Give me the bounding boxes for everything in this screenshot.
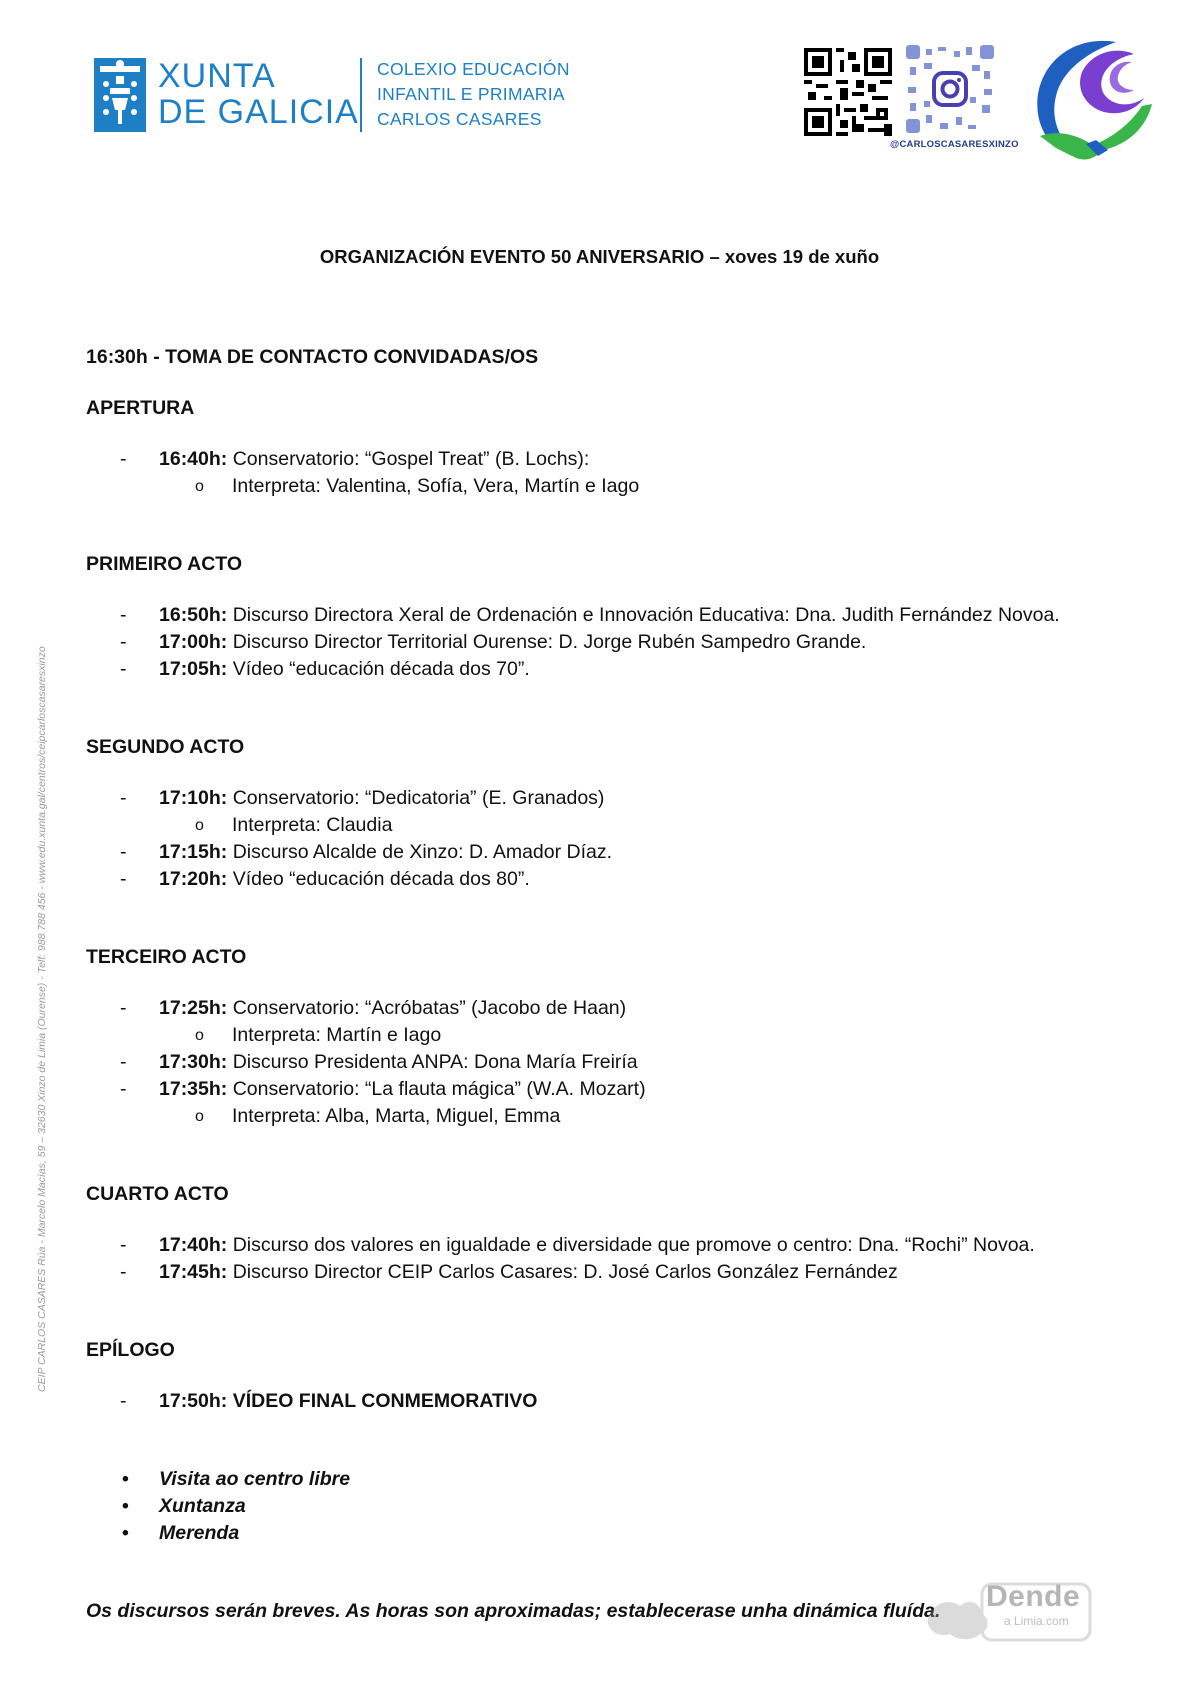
bullet-dot-icon: • [122, 1495, 129, 1517]
dash-marker: - [120, 841, 127, 863]
item-time: 17:15h: [159, 841, 228, 863]
item-text: Conservatorio: “La flauta mágica” (W.A. Mozart) [227, 1078, 646, 1100]
dash-marker: - [120, 448, 127, 470]
extra-text: Merenda [159, 1522, 240, 1544]
school-name [377, 57, 570, 132]
bullet-dot-icon: • [122, 1468, 129, 1490]
section-heading-cuarto: CUARTO ACTO [86, 1183, 229, 1205]
program-item [86, 995, 1146, 1022]
extra-item [86, 1466, 1146, 1493]
program-item [86, 602, 1146, 629]
subitem-text: Interpreta: Martín e Iago [232, 1024, 442, 1046]
circle-bullet-icon: o [195, 817, 204, 834]
program-subitem [86, 1022, 1146, 1049]
program-item [86, 1259, 1146, 1286]
dash-marker: - [120, 997, 127, 1019]
section-heading-segundo: SEGUNDO ACTO [86, 736, 245, 758]
xunta-wordmark [158, 58, 359, 130]
program-item [86, 785, 1146, 812]
instagram-handle[interactable]: @CARLOSCASARESXINZO [890, 139, 1019, 150]
item-text: Discurso Director Territorial Ourense: D. Jorge Rubén Sampedro Grande. [227, 631, 867, 653]
dash-marker: - [120, 1051, 127, 1073]
intro-line: 16:30h - TOMA DE CONTACTO CONVIDADAS/OS [86, 346, 539, 368]
item-text: Conservatorio: “Gospel Treat” (B. Lochs): [227, 448, 590, 470]
item-text: 17:50h: VÍDEO FINAL CONMEMORATIVO [159, 1390, 538, 1412]
circle-bullet-icon: o [195, 1108, 204, 1125]
item-time: 17:25h: [159, 997, 228, 1019]
dash-marker: - [120, 1234, 127, 1256]
item-time: 17:45h: [159, 1261, 228, 1283]
school-line-1: COLEXIO EDUCACIÓN [377, 59, 570, 79]
watermark-subtext: a Limia.com [1004, 1614, 1069, 1628]
program-item [86, 1232, 1146, 1259]
extra-item [86, 1493, 1146, 1520]
school-address-sidebar: CEIP CARLOS CASARES Rúa - Marcelo Macías, 59 – 32630 Xinzo de Limia (Ourense) - Telf: 988 788 456 - www.edu.xunta.gal/centros/ceipcarloscasaresxinzo [36, 646, 48, 1392]
item-time: 17:40h: [159, 1234, 228, 1256]
item-text: Conservatorio: “Acróbatas” (Jacobo de Haan) [227, 997, 627, 1019]
section-heading-epilogo: EPÍLOGO [86, 1339, 175, 1361]
watermark-text: Dende [986, 1580, 1081, 1613]
school-logo-icon [1026, 32, 1160, 170]
dash-marker: - [120, 868, 127, 890]
extra-text: Xuntanza [159, 1495, 246, 1517]
item-text: Discurso Presidenta ANPA: Dona María Freiría [227, 1051, 638, 1073]
item-time: 17:05h: [159, 658, 228, 680]
item-time: 16:50h: [159, 604, 228, 626]
item-time: 16:40h: [159, 448, 228, 470]
program-item [86, 656, 1146, 683]
program-item [86, 629, 1146, 656]
program-subitem [86, 1103, 1146, 1130]
document-title: ORGANIZACIÓN EVENTO 50 ANIVERSARIO – xoves 19 de xuño [319, 246, 880, 267]
item-text: Vídeo “educación década dos 80”. [227, 868, 530, 890]
program-item [86, 1049, 1146, 1076]
dash-marker: - [120, 1261, 127, 1283]
xunta-emblem-icon [94, 58, 146, 132]
dash-marker: - [120, 1390, 127, 1412]
item-text: Conservatorio: “Dedicatoria” (E. Granados) [227, 787, 605, 809]
section-heading-apertura: APERTURA [86, 397, 195, 419]
item-text: Discurso dos valores en igualdade e diversidade que promove o centro: Dna. “Rochi” Novoa. [227, 1234, 1035, 1256]
program-item [86, 866, 1146, 893]
section-heading-terceiro: TERCEIRO ACTO [86, 946, 247, 968]
subitem-text: Interpreta: Claudia [232, 814, 393, 836]
subitem-text: Interpreta: Valentina, Sofía, Vera, Martín e Iago [232, 475, 640, 497]
xunta-line-1: XUNTA [158, 57, 276, 95]
item-text: Discurso Director CEIP Carlos Casares: D. José Carlos González Fernández [227, 1261, 898, 1283]
extra-text: Visita ao centro libre [159, 1468, 351, 1490]
subitem-text: Interpreta: Alba, Marta, Miguel, Emma [232, 1105, 561, 1127]
footnote: Os discursos serán breves. As horas son aproximadas; establecerase unha dinámica fluída. [86, 1600, 941, 1622]
dash-marker: - [120, 604, 127, 626]
circle-bullet-icon: o [195, 1027, 204, 1044]
program-item [86, 839, 1146, 866]
header-divider [360, 58, 362, 132]
program-subitem [86, 812, 1146, 839]
item-time: 17:10h: [159, 787, 228, 809]
item-text: Discurso Directora Xeral de Ordenación e Innovación Educativa: Dna. Judith Fernández Novoa. [227, 604, 1060, 626]
dash-marker: - [120, 658, 127, 680]
dash-marker: - [120, 1078, 127, 1100]
extra-item [86, 1520, 1146, 1547]
school-line-3: CARLOS CASARES [377, 109, 542, 129]
item-text: Vídeo “educación década dos 70”. [227, 658, 530, 680]
dash-marker: - [120, 631, 127, 653]
program-item [86, 446, 1146, 473]
program-subitem [86, 473, 1146, 500]
item-text: Discurso Alcalde de Xinzo: D. Amador Díaz. [227, 841, 613, 863]
xunta-line-2: DE GALICIA [158, 93, 359, 131]
item-time: 17:20h: [159, 868, 228, 890]
item-time: 17:35h: [159, 1078, 228, 1100]
program-item [86, 1388, 1146, 1415]
circle-bullet-icon: o [195, 478, 204, 495]
dash-marker: - [120, 787, 127, 809]
school-line-2: INFANTIL E PRIMARIA [377, 84, 565, 104]
instagram-qr-code-icon[interactable] [906, 45, 994, 133]
bullet-dot-icon: • [122, 1522, 129, 1544]
program-item [86, 1076, 1146, 1103]
item-time: 17:00h: [159, 631, 228, 653]
item-time: 17:30h: [159, 1051, 228, 1073]
section-heading-primeiro: PRIMEIRO ACTO [86, 553, 243, 575]
website-qr-code-icon[interactable] [804, 48, 892, 136]
event-program [86, 344, 1146, 1625]
